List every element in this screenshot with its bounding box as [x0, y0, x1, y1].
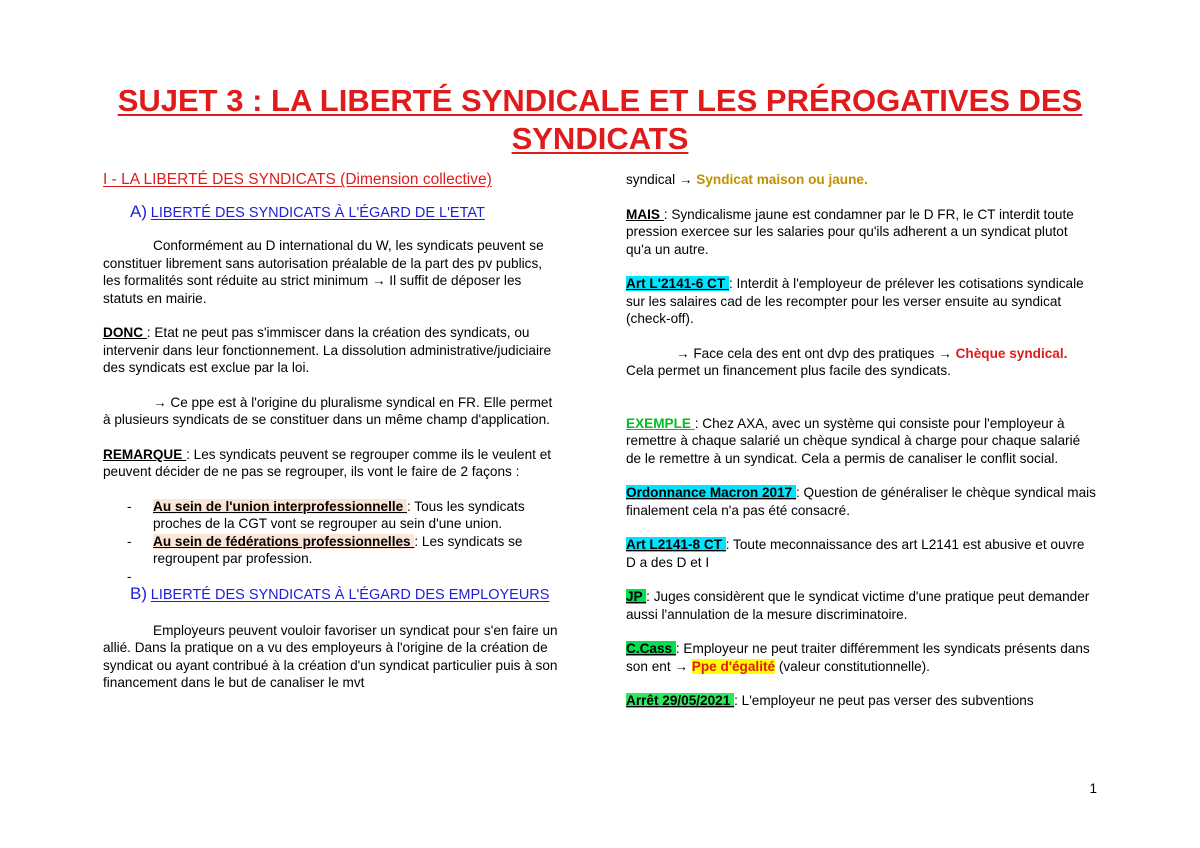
ccass-text-end: (valeur constitutionnelle).	[775, 658, 930, 674]
highlight-text: Chèque syndical.	[955, 345, 1068, 361]
article-paragraph	[626, 536, 1096, 571]
ccass-text: : Employeur ne peut traiter différemment les syndicats présents dans son ent →	[626, 641, 1090, 674]
highlight-text: Syndicat maison ou jaune.	[696, 172, 868, 187]
donc-paragraph	[103, 324, 563, 377]
ordonnance-label: Ordonnance Macron 2017	[626, 485, 796, 500]
arret-label: Arrêt 29/05/2021	[626, 693, 735, 708]
bullet-dash: -	[127, 498, 132, 514]
paragraph	[626, 171, 1096, 189]
arret-text: : L'employeur ne peut pas verser des subventions	[734, 693, 1034, 708]
article-label: Art L'2141-6 CT	[626, 276, 729, 291]
left-column	[103, 171, 563, 692]
bullet-dash: -	[127, 568, 132, 584]
remarque-paragraph	[103, 446, 563, 481]
list-item	[127, 498, 563, 533]
subsection-b-title: LIBERTÉ DES SYNDICATS À L'ÉGARD DES EMPLOYEURS	[150, 587, 550, 603]
exemple-paragraph	[626, 415, 1096, 468]
face-paragraph	[626, 345, 1096, 363]
page-number: 1	[1089, 781, 1097, 796]
bullet-list	[103, 498, 563, 586]
article-label: Art L2141-8 CT	[626, 537, 726, 552]
bullet-label: Au sein de fédérations professionnelles	[153, 533, 415, 549]
remarque-label: REMARQUE	[103, 446, 187, 462]
subsection-b-letter: B)	[130, 584, 147, 603]
subsection-a-title: LIBERTÉ DES SYNDICATS À L'ÉGARD DE L'ETAT	[150, 204, 485, 221]
bullet-text: : Les syndicats se regroupent par profession.	[153, 533, 523, 566]
mais-text: : Syndicalisme jaune est condamner par le D FR, le CT interdit toute pression exercee sur les salaries pour qu'ils adherent a un syndicat plutot qu'a un autre.	[626, 206, 1074, 257]
jp-label: JP	[626, 589, 647, 604]
mais-paragraph	[626, 206, 1096, 259]
text: syndical →	[626, 172, 697, 187]
exemple-label: EXEMPLE	[626, 415, 695, 431]
highlight-text: Ppe d'égalité	[691, 658, 776, 674]
bullet-label: Au sein de l'union interprofessionnelle	[153, 498, 407, 514]
exemple-text: : Chez AXA, avec un système qui consiste pour l'employeur à remettre à chaque salarié un chèque syndical à charge pour chaque salarié de le remettre à un syndicat. Cela a permis de canaliser le conflit social.	[626, 415, 1081, 466]
ordonnance-paragraph	[626, 484, 1096, 519]
text: → Face cela des ent ont dvp des pratiques →	[676, 345, 956, 361]
jp-paragraph	[626, 588, 1096, 623]
paragraph: Cela permet un financement plus facile des syndicats.	[626, 363, 951, 378]
donc-label: DONC	[103, 325, 147, 340]
ordonnance-text: : Question de généraliser le chèque syndical mais finalement cela n'a pas été consacré.	[626, 485, 1096, 518]
subsection-a-heading	[130, 203, 563, 223]
subsection-b-heading	[130, 585, 563, 605]
paragraph: Conformément au D international du W, les syndicats peuvent se constituer librement sans autorisation préalable de la part des pv publics, les formalités sont réduite au strict minimum → Il suffit de déposer les statuts en mairie.	[103, 238, 544, 306]
subsection-a-letter: A)	[130, 201, 147, 221]
article-paragraph	[626, 275, 1096, 328]
list-item	[127, 533, 563, 568]
bullet-text: : Tous les syndicats proches de la CGT vont se regrouper au sein d'une union.	[153, 498, 525, 531]
jp-text: : Juges considèrent que le syndicat victime d'une pratique peut demander aussi l'annulation de la mesure discriminatoire.	[626, 589, 1090, 622]
ccass-paragraph	[626, 640, 1096, 675]
arret-paragraph	[626, 692, 1096, 710]
article-text: : Toute meconnaissance des art L2141 est abusive et ouvre D a des D et I	[626, 537, 1085, 570]
donc-text: : Etat ne peut pas s'immiscer dans la création des syndicats, ou intervenir dans leur fonctionnement. La dissolution administrative/judiciaire des syndicats est exclue par la loi.	[103, 325, 552, 375]
ccass-label: C.Cass	[626, 641, 676, 656]
mais-label: MAIS	[626, 206, 664, 222]
section-heading: I - LA LIBERTÉ DES SYNDICATS (Dimension collective)	[103, 171, 492, 188]
remarque-text: : Les syndicats peuvent se regrouper comme ils le veulent et peuvent décider de ne pas se regrouper, ils vont le faire de 2 façons :	[103, 446, 552, 479]
right-column	[626, 171, 1096, 710]
list-item	[127, 568, 563, 586]
article-text: : Interdit à l'employeur de prélever les cotisations syndicale sur les salaires cad de les recompter pour les verser ensuite au syndicat (check-off).	[626, 276, 1084, 326]
paragraph: → Ce ppe est à l'origine du pluralisme syndical en FR. Elle permet à plusieurs syndicats de se constituer dans un même champ d'application.	[103, 394, 553, 427]
page-title: SUJET 3 : LA LIBERTÉ SYNDICALE ET LES PRÉROGATIVES DES SYNDICATS	[117, 83, 1083, 156]
paragraph: Employeurs peuvent vouloir favoriser un syndicat pour s'en faire un allié. Dans la pratique on a vu des employeurs à l'origine de la création de syndicat ou ayant contribué à la création d'un syndicat particulier puis à son financement dans le but de canaliser le mvt	[103, 622, 558, 690]
bullet-dash: -	[127, 533, 132, 549]
